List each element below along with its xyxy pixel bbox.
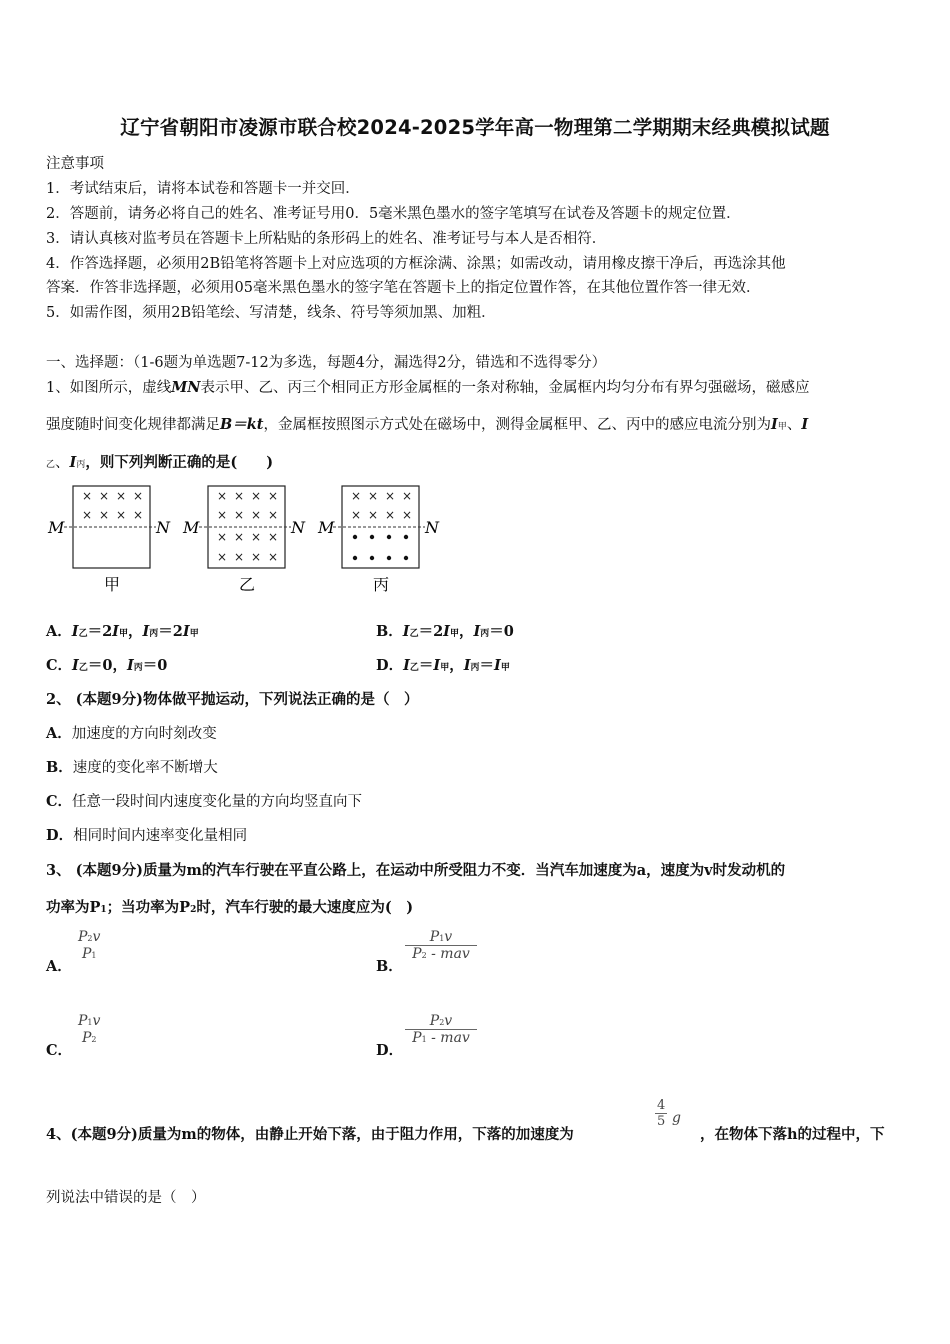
cross: × bbox=[82, 489, 93, 503]
option-text: 速度的变化率不断增大 bbox=[72, 760, 218, 776]
q3-line-1: 3、 (本题9分)质量为m的汽车行驶在平直公路上，在运动中所受阻力不变．当汽车加速度为a，速度为v时发动机的 bbox=[46, 862, 786, 879]
cross: × bbox=[268, 530, 279, 544]
dot bbox=[370, 535, 374, 539]
cross: × bbox=[217, 489, 228, 503]
q1-comma: 、 bbox=[55, 455, 70, 471]
opt-sub: 甲 bbox=[440, 663, 450, 673]
q1-option-a[interactable] bbox=[46, 620, 199, 641]
opt-sub: 乙 bbox=[78, 663, 88, 673]
option-key: C． bbox=[46, 793, 73, 810]
cross: × bbox=[351, 489, 362, 503]
opt-sub: 丙 bbox=[480, 629, 490, 639]
q2-option-c[interactable] bbox=[46, 790, 362, 811]
opt-i: I bbox=[142, 623, 150, 640]
cross: × bbox=[402, 489, 413, 503]
q3-sub: 2 bbox=[190, 905, 197, 915]
section-heading: 一、选择题：（1-6题为单选题7-12为多选，每题4分，漏选得2分，错选和不选得零分） bbox=[46, 355, 607, 371]
opt-i: I bbox=[112, 623, 119, 640]
opt-sub: 丙 bbox=[133, 663, 143, 673]
q1-option-c[interactable] bbox=[46, 654, 167, 675]
opt-i: I bbox=[443, 623, 450, 640]
cross: × bbox=[82, 508, 93, 522]
q1-I-bing: I bbox=[69, 454, 77, 471]
cross: × bbox=[268, 508, 279, 522]
label-N-jia: N bbox=[156, 518, 170, 537]
label-bing: 丙 bbox=[373, 575, 390, 594]
opt-i: I bbox=[182, 623, 190, 640]
q3-option-d-fraction[interactable] bbox=[405, 1013, 477, 1046]
cross: × bbox=[234, 530, 245, 544]
opt-i: I bbox=[402, 623, 410, 640]
q3-option-c-fraction[interactable] bbox=[76, 1013, 102, 1046]
notice-item-4-cont: 答案．作答非选择题，必须用05毫米黑色墨水的签字笔在答题卡上的指定位置作答，在其他位置作答一律无效． bbox=[46, 280, 761, 296]
opt-i: I bbox=[126, 657, 134, 674]
frac-num: 4 bbox=[657, 1098, 666, 1113]
frac-num: P2v bbox=[429, 1013, 453, 1029]
cross: × bbox=[217, 550, 228, 564]
label-M-bing: M bbox=[318, 518, 335, 537]
cross: × bbox=[351, 508, 362, 522]
notice-item-4: 4．作答选择题，必须用2B铅笔将答题卡上对应选项的方框涂满、涂黑；如需改动，请用橡皮擦干净后，再选涂其他 bbox=[46, 256, 786, 272]
q1-sep: 、 bbox=[786, 417, 802, 433]
opt-sub: 丙 bbox=[470, 663, 480, 673]
dot bbox=[353, 556, 357, 560]
cross: × bbox=[385, 508, 396, 522]
q1-text-2b: ，金属框按照图示方式处在磁场中，测得金属框甲、乙、丙中的感应电流分别为 bbox=[263, 417, 771, 433]
q4-fraction bbox=[655, 1098, 667, 1129]
q1-mn: MN bbox=[171, 379, 201, 396]
cross: × bbox=[234, 550, 245, 564]
cross: × bbox=[251, 489, 262, 503]
option-text: 任意一段时间内速度变化量的方向均竖直向下 bbox=[72, 794, 363, 810]
q1-I-jia: I bbox=[771, 416, 778, 433]
cross: × bbox=[116, 508, 127, 522]
notice-item-3: 3．请认真核对监考员在答题卡上所粘贴的条形码上的姓名、准考证号与本人是否相符． bbox=[46, 231, 607, 247]
opt-i: I bbox=[72, 657, 79, 674]
opt-text: ＝2 bbox=[158, 623, 183, 640]
q3-text: 功率为P bbox=[46, 899, 101, 916]
cross: × bbox=[99, 489, 110, 503]
dot bbox=[387, 556, 391, 560]
q2-option-d[interactable] bbox=[46, 824, 247, 845]
cross: × bbox=[217, 508, 228, 522]
cross: × bbox=[251, 530, 262, 544]
q1-text-2a: 强度随时间变化规律都满足 bbox=[46, 417, 220, 433]
q2-stem: 2、 (本题9分)物体做平抛运动，下列说法正确的是（ ） bbox=[46, 691, 419, 708]
opt-sub: 甲 bbox=[449, 629, 459, 639]
q4-line-1a: 4、(本题9分)质量为m的物体，由静止开始下落，由于阻力作用，下落的加速度为 bbox=[46, 1126, 574, 1143]
q1-sub-yi: 乙 bbox=[46, 460, 56, 470]
opt-text: ＝ bbox=[479, 657, 495, 674]
label-N-yi: N bbox=[291, 518, 305, 537]
q2-option-a[interactable] bbox=[46, 722, 217, 743]
cross: × bbox=[268, 489, 279, 503]
q2-option-b[interactable] bbox=[46, 756, 218, 777]
q1-option-d[interactable] bbox=[376, 654, 510, 675]
q1-I-yi: I bbox=[801, 416, 809, 433]
label-M-jia: M bbox=[48, 518, 65, 537]
dot bbox=[370, 556, 374, 560]
label-yi: 乙 bbox=[239, 575, 256, 594]
option-text: 相同时间内速率变化量相同 bbox=[73, 828, 248, 844]
cross: × bbox=[368, 489, 379, 503]
q1-option-b[interactable] bbox=[376, 620, 514, 641]
dot bbox=[387, 535, 391, 539]
label-M-yi: M bbox=[183, 518, 200, 537]
opt-text: ＝0 bbox=[142, 657, 168, 674]
opt-sub: 丙 bbox=[149, 629, 159, 639]
frac-den: P2 bbox=[81, 1030, 97, 1046]
opt-i: I bbox=[494, 657, 501, 674]
q1-text-1a: 1、如图所示，虚线 bbox=[46, 380, 172, 396]
cross: × bbox=[116, 489, 127, 503]
q4-g: g bbox=[672, 1110, 681, 1126]
frac-den: P1 bbox=[81, 946, 97, 962]
option-key: D． bbox=[376, 657, 404, 674]
q3-option-d-key[interactable]: D． bbox=[376, 1042, 404, 1059]
option-text: 加速度的方向时刻改变 bbox=[71, 726, 217, 742]
frac-den: 5 bbox=[657, 1114, 666, 1129]
q1-figure bbox=[40, 478, 460, 600]
cross: × bbox=[368, 508, 379, 522]
cross: × bbox=[251, 550, 262, 564]
q3-text: ；当功率为P bbox=[106, 899, 191, 916]
q1-sub-bing: 丙 bbox=[76, 460, 86, 470]
q1-tail: ，则下列判断正确的是( ) bbox=[85, 454, 274, 471]
opt-i: I bbox=[71, 623, 79, 640]
option-key: B． bbox=[376, 623, 403, 640]
frac-den: P2 - mav bbox=[405, 945, 477, 962]
dot bbox=[404, 535, 408, 539]
opt-text: ＝2 bbox=[418, 623, 444, 640]
opt-sub: 乙 bbox=[78, 629, 88, 639]
frac-num: P2v bbox=[78, 929, 101, 945]
frac-num: P1v bbox=[429, 929, 453, 945]
q3-line-2 bbox=[46, 896, 413, 917]
cross: × bbox=[133, 508, 144, 522]
cross: × bbox=[234, 508, 245, 522]
opt-sub: 乙 bbox=[409, 663, 419, 673]
cross: × bbox=[385, 489, 396, 503]
q3-sub: 1 bbox=[100, 905, 107, 915]
opt-sub: 甲 bbox=[189, 629, 199, 639]
q1-line-2 bbox=[46, 413, 808, 434]
q4-line-2: 列说法中错误的是（ ） bbox=[46, 1190, 206, 1206]
q3-option-a-fraction[interactable] bbox=[76, 929, 102, 962]
cross: × bbox=[99, 508, 110, 522]
opt-text: ， bbox=[127, 623, 143, 640]
frac-num: P1v bbox=[78, 1013, 101, 1029]
cross: × bbox=[234, 489, 245, 503]
q3-option-b-fraction[interactable] bbox=[405, 929, 477, 962]
q1-line-1 bbox=[46, 376, 810, 397]
opt-text: ＝2 bbox=[87, 623, 113, 640]
notice-item-2: 2．答题前，请务必将自己的姓名、准考证号用0．5毫米黑色墨水的签字笔填写在试卷及答题卡的规定位置． bbox=[46, 206, 741, 222]
cross: × bbox=[251, 508, 262, 522]
opt-sub: 乙 bbox=[409, 629, 419, 639]
opt-text: ＝0， bbox=[87, 657, 127, 674]
opt-i: I bbox=[473, 623, 481, 640]
opt-i: I bbox=[433, 657, 441, 674]
opt-i: I bbox=[403, 657, 410, 674]
dot bbox=[404, 556, 408, 560]
q4-line-1b: ，在物体下落h的过程中，下 bbox=[700, 1126, 885, 1143]
q1-line-3 bbox=[46, 451, 273, 472]
option-key: D． bbox=[46, 827, 74, 844]
opt-text: ＝ bbox=[418, 657, 434, 674]
option-key: B． bbox=[46, 759, 73, 776]
dot bbox=[353, 535, 357, 539]
q1-sub-jia: 甲 bbox=[777, 422, 787, 432]
option-key: A． bbox=[46, 623, 72, 640]
opt-text: ， bbox=[458, 623, 474, 640]
q1-text-1b: 表示甲、乙、丙三个相同正方形金属框的一条对称轴，金属框内均匀分布有界匀强磁场，磁感应 bbox=[200, 380, 810, 396]
label-jia: 甲 bbox=[104, 575, 121, 594]
label-N-bing: N bbox=[425, 518, 439, 537]
page-title: 辽宁省朝阳市凌源市联合校2024-2025学年高一物理第二学期期末经典模拟试题 bbox=[120, 116, 830, 139]
q1-formula: B＝kt bbox=[220, 416, 264, 433]
cross: × bbox=[402, 508, 413, 522]
opt-sub: 甲 bbox=[118, 629, 128, 639]
opt-i: I bbox=[463, 657, 471, 674]
cross: × bbox=[217, 530, 228, 544]
q3-option-c-key[interactable]: C． bbox=[46, 1042, 73, 1059]
q3-option-b-key[interactable]: B． bbox=[376, 958, 403, 975]
q3-option-a-key[interactable]: A． bbox=[46, 958, 72, 975]
q3-text: 时，汽车行驶的最大速度应为( ) bbox=[196, 899, 414, 916]
notice-item-1: 1．考试结束后，请将本试卷和答题卡一并交回． bbox=[46, 181, 360, 197]
option-key: C． bbox=[46, 657, 73, 674]
opt-sub: 甲 bbox=[500, 663, 510, 673]
notice-heading: 注意事项 bbox=[46, 156, 104, 172]
cross: × bbox=[133, 489, 144, 503]
opt-text: ＝0 bbox=[489, 623, 514, 640]
notice-item-5: 5．如需作图，须用2B铅笔绘、写清楚，线条、符号等须加黑、加粗． bbox=[46, 305, 496, 321]
cross: × bbox=[268, 550, 279, 564]
frac-den: P1 - mav bbox=[405, 1029, 477, 1046]
opt-text: ， bbox=[449, 657, 464, 674]
option-key: A． bbox=[46, 725, 72, 742]
